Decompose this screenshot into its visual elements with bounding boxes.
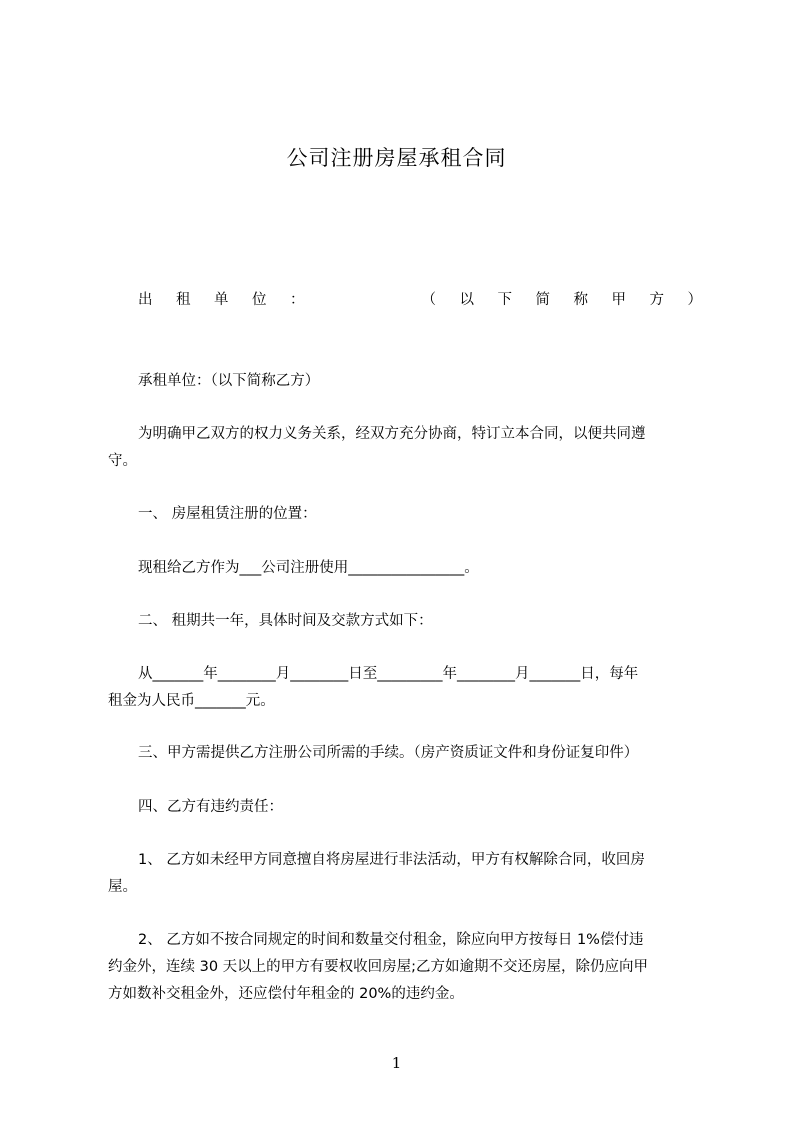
section-1-heading: 一、 房屋租赁注册的位置：: [138, 506, 317, 522]
section-2-line-1: 从_______年________月________日至_________年________月_______日，每年: [138, 666, 639, 682]
section-2-line-2: 租金为人民币_______元。: [108, 693, 275, 709]
clause-2-line-1: 2、 乙方如不按合同规定的时间和数量交付租金，除应向甲方按每日 1%偿付违: [138, 932, 644, 948]
intro-line-1: 为明确甲乙双方的权力义务关系，经双方充分协商，特订立本合同，以便共同遵: [138, 426, 646, 442]
lessor-char: 租: [176, 292, 191, 308]
lessor-char: 甲: [611, 292, 626, 308]
lessor-char: 位: [252, 292, 267, 308]
clause-2-line-2: 约金外，连续 30 天以上的甲方有要权收回房屋;乙方如逾期不交还房屋，除仍应向甲: [108, 959, 649, 975]
lessor-char: ：: [290, 292, 305, 308]
section-2-heading: 二、 租期共一年，具体时间及交款方式如下：: [138, 613, 433, 629]
lessor-line: [138, 288, 702, 313]
lessor-char: 方: [649, 292, 664, 308]
lessor-char: 出: [138, 292, 153, 308]
section-3-text: 三、甲方需提供乙方注册公司所需的手续。（房产资质证文件和身份证复印件）: [138, 745, 639, 761]
lessor-char: （: [421, 292, 436, 308]
lessor-blank: [328, 288, 398, 313]
lessee-line: 承租单位：（以下简称乙方）: [138, 373, 320, 389]
clause-1-line-2: 屋。: [108, 879, 137, 895]
lessor-char: 简: [535, 292, 550, 308]
section-1-text: 现租给乙方作为___公司注册使用________________。: [138, 560, 479, 576]
lessor-char: 单: [214, 292, 229, 308]
lessor-char: 以: [459, 292, 474, 308]
clause-1-line-1: 1、 乙方如未经甲方同意擅自将房屋进行非法活动，甲方有权解除合同，收回房: [138, 852, 645, 868]
section-4-heading: 四、乙方有违约责任：: [138, 799, 283, 815]
page-title: 公司注册房屋承租合同: [286, 146, 507, 170]
lessor-char: 下: [497, 292, 512, 308]
page-number: 1: [391, 1054, 402, 1072]
intro-line-2: 守。: [108, 453, 137, 469]
lessor-char: ）: [687, 292, 702, 308]
lessor-char: 称: [573, 292, 588, 308]
clause-2-line-3: 方如数补交租金外，还应偿付年租金的 20%的违约金。: [108, 986, 464, 1002]
